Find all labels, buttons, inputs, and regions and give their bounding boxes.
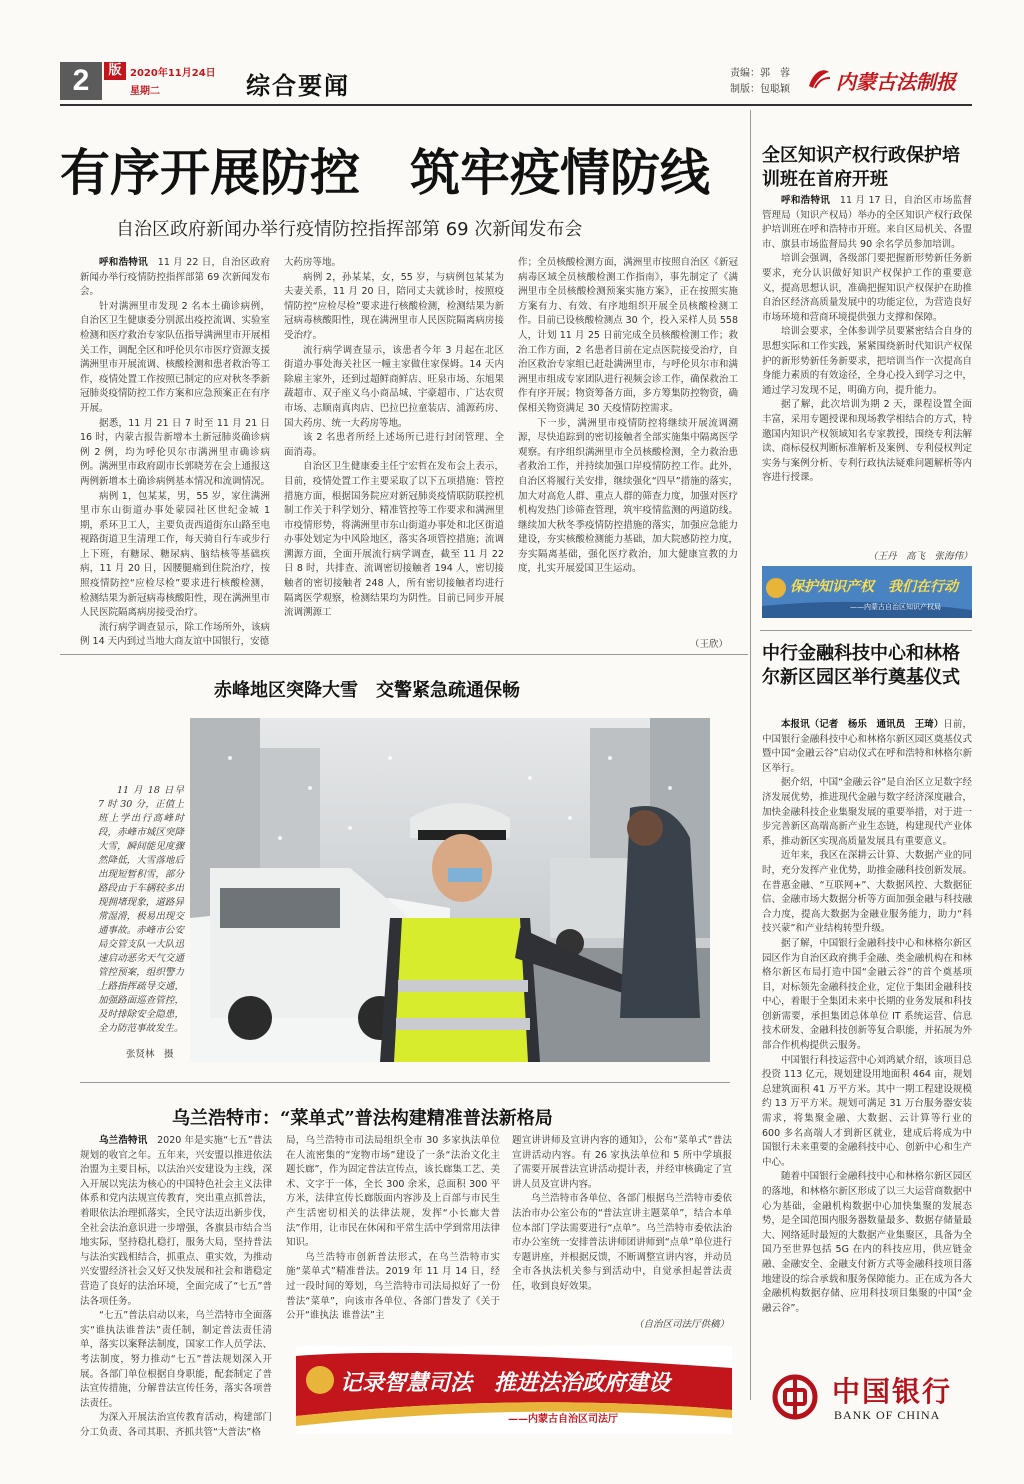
photo-illustration [190,718,710,1062]
side1-paragraph: 培训会要求，全体参训学员要紧密结合自身的思想实际和工作实践，紧紧围绕新时代知识产权保护的新形势新任务新要求，把培训当作一次提高自身能力素质的有效途径，全身心投入到学习之中，通过学习发现不足，明确方向，提升能力。 [762,326,972,396]
section-divider [80,1082,730,1083]
law-paragraph: 题宣讲讲师及宣讲内容的通知》，公布“菜单式”普法宣讲活动内容。有 26 家执法单位和 5 所中学填报了需要开展普法宣讲活动提计表，并经审核确定了宣讲人员及宣讲内容。 [512,1135,732,1190]
lead-paragraph: 11 月 22 日，自治区政府新闻办举行疫情防控指挥部第 69 次新闻发布会。 [80,257,270,298]
photo-credit: 张贤林 摄 [126,1049,174,1060]
side2-paragraph: 据介绍，中国“金融云谷”是自治区立足数字经济发展优势，推进现代金融与数字经济深度融合，加快金融科技企业集聚发展的重要举措，对于进一步完善新区高端高新产业生态链，构建现代产业体系，推动新区实现高质量发展具有重要意义。 [762,777,972,847]
law-paragraph: 2020 年是实施“七五”普法规划的收官之年。五年来，兴安盟以推进依法治盟为主要目标，以法治兴安建设为主线，深入开展以宪法为核心的中国特色社会主义法律体系和党内法规宣传教育，突出重点抓普法，着眼依法治理抓落实，全民守法迈出新步伐，全社会法治意识进一步增强，各旗县市结合当地实际，坚持稳扎稳打，服务大局，坚持普法与法治实践相结合，抓重点、重实效，为推动兴安盟经济社会又好又快发展和社会和谐稳定营造了良好的法治环境，全面完成了“七五”普法各项任务。 [80,1135,272,1307]
law-column-3 [512,1134,732,1314]
side2-paragraph: 近年来，我区在深耕云计算、大数据产业的同时，充分发挥产业优势，助推金融科技创新发展。在普惠金融、“互联网+”、大数据风控、大数据征信、金融市场大数据分析等方面加强金融与科技融合力度，提高大数据为金融业服务能力，助力“科技兴蒙”和产业结构转型升级。 [762,850,972,935]
masthead-rule [60,104,972,106]
ip-ad-banner [762,566,972,618]
law-dateline: 乌兰浩特讯 [99,1135,148,1146]
bank-name-en: BANK OF CHINA [834,1408,941,1422]
paper-name: 内蒙古法制报 [836,70,956,94]
photo-caption: 11 月 18 日早 7 时 30 分，正值上班上学出行高峰时段，赤峰市城区突降大雪，瞬间能见度骤然降低，大雪落地后出现短暂积雪，部分路段由于车辆较多出现拥堵现象，道路异常湿滑，极易出现交通事故。赤峰市公安局交管支队一大队迅速启动恶劣天气交通管控预案，组织警力上路指挥疏导交通，加强路面巡查管控，及时排除安全隐患，全力防范事故发生。 [98,785,184,1034]
lead-paragraph: 病例 1，包某某，男，55 岁，家住满洲里市东山街道办事处蒙园社区世纪金城 1 期，系环卫工人，主要负责西道街东山路至电视路街道卫生清理工作，每天骑自行车或步行上下班，有糖尿、糖尿病、脑结核等基础疾病，11 月 20 日，因腰腿痛到住院治疗，按照疫情防控“应检尽检”要求进行核酸检测，检测结果为新冠病毒核酸阳性，现在满洲里市人民医院隔离病房接受治疗。 [80,490,271,619]
lead-dateline: 呼和浩特讯 [99,257,148,268]
law-paragraph: 为深入开展法治宣传教育活动，构建部门分工负责、各司其职、齐抓共管“大普法”格 [80,1412,272,1438]
ad-subtitle: ——内蒙古自治区知识产权局 [850,603,941,611]
lead-paragraph: 自治区卫生健康委主任宁宏哲在发布会上表示，目前，疫情处置工作主要采取了以下五项措施：管控措施方面，根据国务院应对新冠肺炎疫情联防联控机制工作关于科学划分、精准管控等工作要求和满洲里市疫情形势，将满洲里市东山街道办事处和北区街道办事处划定为中风险地区，落实各项管控措施；流调溯源方面，全面开展流行病学调查，截至 11 月 22 日 8 时，共排查、流调密切接触者 194 人，密切接触者的密切接触者 248 人，所有密切接触者均进行隔离医学观察，检测结果均为阴性。目前已同步开展流调溯源工 [284,461,504,619]
masthead [60,60,972,100]
section-title: 综合要闻 [246,72,350,100]
side2-paragraph: 随着中国银行金融科技中心和林格尔新区园区的落地，和林格尔新区形成了以三大运营商数据中心为基础，金融机构数据中心加快集聚的发展态势，是全国范围内服务器数量最多、数据存储量最大、网络延时最短的大数据产业集聚区，具备为全国乃至世界包括 5G 在内的科技应用，供应链金融、金融安全、金融支付新方式等金融科技项目落地建设的综合承载和服务保障能力。正在成为各大金融机构数据存储、应用科技项目集聚的中国“金融云谷”。 [762,1171,972,1314]
column-divider [750,110,751,1400]
section-divider [60,654,748,655]
lead-headline: 有序开展防控 筑牢疫情防线 [60,143,710,202]
lead-paragraph: 病例 2，孙某某，女，55 岁，与病例包某某为夫妻关系，11 月 20 日，陪同丈夫就诊时，按照疫情防控“应检尽检”要求进行核酸检测，检测结果为新冠病毒核酸阳性，现在满洲里市人民医院隔离病房接受治疗。 [284,271,504,341]
side1-paragraph: 培训会强调，各级部门要把握新形势新任务新要求，充分认识做好知识产权保护工作的重要意义，提高思想认识，准确把握知识产权保护在助推自治区经济高质量发展中的功能定位，为营造良好市场环境和营商环境提供强力支撑和保障。 [762,253,972,323]
lead-paragraph: 流行病学调查显示，除工作场所外，该病例 14 天内到过当地大商友谊中国银行，安德 [80,621,271,648]
lead-byline: （王欣） [690,639,729,650]
page-ban-label: 版 [104,62,126,80]
paper-logo-icon [806,66,832,92]
side2-paragraph: 日前，中国银行金融科技中心和林格尔新区园区奠基仪式暨中国“金融云谷”启动仪式在呼和浩特和林格尔新区举行。 [762,719,972,774]
side1-paragraph: 据了解，此次培训为期 2 天，课程设置全面丰富，采用专题授课和现场教学相结合的方式，特邀国内知识产权领域知名专家教授，围绕专利法解读、商标侵权判断标准解析及案例、专利侵权判定实务与案例分析、专利行政执法疑难问题解析等内容进行授课。 [762,399,972,484]
lead-paragraph: 下一步，满洲里市疫情防控将继续开展流调溯源，尽快追踪到的密切接触者全部实施集中隔离医学观察。有序组织满洲里市全员核酸检测，全力救治患者救治工作，并持续加强口岸疫情防控工作。此外，自治区将履行关安排，继续强化“四早”措施的落实，加大对高危人群、重点人群的筛查力度，加强对医疗机构发热门诊筛查管理，筑牢疫情监测的两道防线。继续加大秋冬季疫情防控措施的落实，加强应急能力建设，夯实核酸检测能力基础，加大院感防控力度，夯实隔离基础，强化医疗救治，加大健康宣教的力度，扎实开展爱国卫生运动。 [518,417,738,575]
justice-banner [296,1346,732,1434]
law-byline: （自治区司法厅供稿） [634,1319,730,1330]
lead-paragraph: 流行病学调查显示，该患者今年 3 月起在北区街道办事处海关社区一幢主家做住家保姆。14 天内除雇主家外，还到过超鲜商鲜店、旺泉市场、东旭果蔬超市、双子座义乌小商品城、宇豪超市、广达农贸市场、志顺南真肉店、巴拉巴拉童装店、浦源药房、国大药房、统一大药房等地。 [284,344,504,429]
banner-subtitle: ——内蒙古自治区司法厅 [508,1414,618,1425]
lead-paragraph: 作；全员核酸检测方面，满洲里市按照自治区《新冠病毒区域全员核酸检测工作指南》，事先制定了《满洲里市全员核酸检测预案实施方案》，正在按照实施方案有力、有效、有序地组织开展全员核酸检测工作。目前已设核酸检测点 30 个，投入采样人员 558 人，计划 11 月 25 日前完成全员核酸检测工作；救治工作方面，2 名患者目前在定点医院接受治疗，自治区救治专家组已赶赴满洲里市，与呼伦贝尔市和满洲里市组成专家团队进行视频会诊工作，确保救治工作有序开展；物资筹备方面，多方筹集防控物资，确保相关物资满足 30 天疫情防控需求。 [518,257,738,414]
lead-column-1 [80,256,270,650]
side1-paragraph: 11 月 17 日，自治区市场监督管理局（知识产权局）举办的全区知识产权行政保护培训班在呼和浩特市开班。来自区局机关、各盟市、旗县市场监督局共 90 余名学员参加培训。 [762,195,972,250]
editor-credit: 责编：郭 蓉 [730,68,790,79]
snow-traffic-photo [190,718,710,1062]
lead-paragraph: 该 2 名患者所经上述场所已进行封闭管理、全面消毒。 [284,432,504,458]
law-headline: 乌兰浩特市：“菜单式”普法构建精准普法新格局 [172,1108,553,1129]
photo-story-headline: 赤峰地区突降大雪 交警紧急疏通保畅 [214,680,520,701]
side2-paragraph: 据了解，中国银行金融科技中心和林格尔新区园区作为自治区政府携手金融、类金融机构在和林格尔新区布局打造中国“金融云谷”的首个奠基项目，对标领先金融科技企业，定位于集团金融科技中心，着眼于全集团未来中长期的业务发展和科技创新需要，承担集团总体单位 IT 系统运营、信息技术研发、金融科技创新等复合职能，并拓展为外部合作机构提供云服务。 [762,937,972,1052]
side2-paragraph: 中国银行科技运营中心刘鸿斌介绍，该项目总投资 113 亿元，规划建设用地面积 464 亩，规划总建筑面积 41 万平方米。其中一期工程建设规模约 13 万平方米。规划可满足 31 万台服务器安装需求，将集聚金融、大数据、云计算等行业的 600 多名高端人才到新区就业，建成后将成为中国银行未来重要的金融科技中心、创新中心和生产中心。 [762,1054,972,1168]
lead-subhead: 自治区政府新闻办举行疫情防控指挥部第 69 次新闻发布会 [116,219,583,240]
section-divider [760,630,972,631]
side2-headline: 中行金融科技中心和林格尔新区园区举行奠基仪式 [762,643,960,688]
issue-weekday: 星期二 [130,86,160,97]
lead-column-3 [518,256,738,650]
law-paragraph: 乌兰浩特市各单位、各部门根据乌兰浩特市委依法治市办公室公布的“普法宣讲主题菜单”，结合本单位本部门学法需要进行“点单”。乌兰浩特市委依法治市办公室统一安排普法讲师团讲师到“点单”单位进行专题讲座，并根据反馈，不断调整宣讲内容，并动员全市各执法机关参与到活动中，自觉承担起普法责任，收到良好效果。 [512,1193,732,1292]
law-paragraph: 局，乌兰浩特市司法局组织全市 30 多家执法单位在人流密集的“宠物市场”建设了一条“法治文化主题长廊”，作为固定普法宣传点，该长廊集工艺、美术、文字于一体，全长 300 余米，总面积 300 平方米，法律宣传长廊版面内容涉及上百部与市民生产生活密切相关的法律法规，发挥“小长廊大普法”作用，让市民在休闲和平常生活中学到常用法律知识。 [286,1135,500,1249]
ad-title: 保护知识产权 我们在行动 [790,579,958,595]
side2-body [762,718,972,1360]
lead-column-2 [284,256,504,650]
bank-of-china-logo [772,1370,972,1430]
side1-body [762,194,972,552]
page-number: 2 [60,62,102,100]
bank-name-cn: 中国银行 [832,1375,953,1408]
law-paragraph: 乌兰浩特市创新普法形式，在乌兰浩特市实施“菜单式”精准普法。2019 年 11 月 14 日，经过一段时间的筹划，乌兰浩特市司法局拟好了一份普法“菜单”，向该市各单位、各部门普发了《关于公开“谁执法 谁普法”主 [286,1251,500,1322]
law-column-1 [80,1134,272,1436]
law-column-2 [286,1134,500,1344]
banner-title: 记录智慧司法 推进法治政府建设 [340,1371,671,1396]
side1-headline: 全区知识产权行政保护培训班在首府开班 [762,145,960,190]
lead-paragraph: 大药房等地。 [284,257,342,268]
law-paragraph: “七五”普法启动以来，乌兰浩特市全面落实“谁执法谁普法”责任制，制定普法责任清单，落实以案释法制度，国家工作人员学法、考法制度，努力推动“七五”普法规划深入开展。各部门单位根据自身职能，配套制定了普法宣传措施，分解普法宣传任务，落实各项普法责任。 [80,1310,272,1409]
lead-paragraph: 据悉，11 月 21 日 7 时至 11 月 21 日 16 时，内蒙古报告新增本土新冠肺炎确诊病例 2 例，均为呼伦贝尔市满洲里市确诊病例。满洲里市政府副市长郭晓芳在会上通报这两例新增本土确诊病例基本情况和流调情况。 [80,417,271,487]
side1-byline: （王丹 高飞 张海伟） [868,551,973,562]
producer-credit: 制版：包聪颖 [730,84,790,95]
paper-logo [806,64,976,94]
bank-of-china-icon [772,1374,818,1420]
lead-paragraph: 针对满洲里市发现 2 名本土确诊病例，自治区卫生健康委分别派出疫控流调、实验室检测和医疗救治专家队伍指导满洲里市开展相关工作，调配全区和呼伦贝尔市医疗资源支援满洲里市开展流调、核酸检测和患者救治等工作，疫情处置工作按照已制定的应对秋冬季新冠肺炎疫情防控工作方案和应急预案正在有序开展。 [80,300,271,414]
issue-date: 2020年11月24日 [130,68,216,79]
side2-dateline: 本报讯（记者 杨乐 通讯员 王琦） [781,719,944,730]
side1-dateline: 呼和浩特讯 [781,195,831,206]
